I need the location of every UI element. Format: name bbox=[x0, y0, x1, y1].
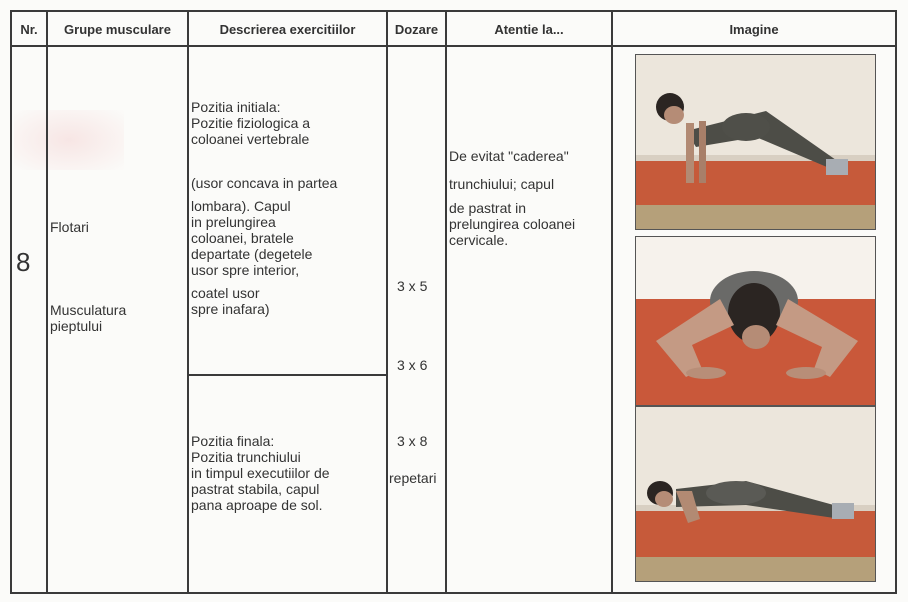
table-top-border bbox=[10, 10, 896, 12]
text-line: Pozitie fiziologica a bbox=[191, 115, 311, 131]
text-line: lombara). Capul bbox=[191, 198, 291, 214]
text-line: spre inafara) bbox=[191, 301, 270, 317]
col-divider bbox=[386, 10, 388, 594]
dosage-set-3: 3 x 8 bbox=[397, 433, 428, 449]
paper-stain bbox=[14, 110, 124, 170]
col-divider bbox=[445, 10, 447, 594]
col-divider bbox=[46, 10, 48, 594]
header-dosage: Dozare bbox=[394, 22, 439, 37]
row-number: 8 bbox=[16, 247, 31, 277]
text-line: in timpul executiilor de bbox=[191, 465, 330, 481]
text-line: (usor concava in partea bbox=[191, 175, 338, 191]
push-up-start-side-photo bbox=[635, 54, 876, 230]
muscle-group-line2: pieptului bbox=[50, 318, 103, 334]
text-line: Pozitia trunchiului bbox=[191, 449, 301, 465]
col-divider bbox=[611, 10, 613, 594]
header-nr: Nr. bbox=[20, 22, 38, 37]
description-split-line bbox=[188, 374, 387, 376]
header-attention: Atentie la... bbox=[494, 22, 564, 37]
header-muscle-groups: Grupe musculare bbox=[64, 22, 171, 37]
text-line: prelungirea coloanei bbox=[449, 216, 576, 232]
table-right-border bbox=[895, 10, 897, 594]
table-left-border bbox=[10, 10, 12, 594]
text-line: coatel usor bbox=[191, 285, 260, 301]
dosage-set-1: 3 x 5 bbox=[397, 278, 428, 294]
push-up-front-view-photo bbox=[635, 236, 876, 406]
dosage-unit: repetari bbox=[389, 470, 437, 486]
text-line: coloanei vertebrale bbox=[191, 131, 310, 147]
header-divider bbox=[10, 45, 896, 47]
table-bottom-border bbox=[10, 592, 896, 594]
text-line: pana aproape de sol. bbox=[191, 497, 323, 513]
text-line: Pozitia finala: bbox=[191, 433, 275, 449]
exercise-name: Flotari bbox=[50, 219, 89, 235]
text-line: de pastrat in bbox=[449, 200, 527, 216]
dosage-set-2: 3 x 6 bbox=[397, 357, 428, 373]
text-line: De evitat "caderea" bbox=[449, 148, 569, 164]
muscle-group-line1: Musculatura bbox=[50, 302, 127, 318]
text-line: cervicale. bbox=[449, 232, 509, 248]
text-line: pastrat stabila, capul bbox=[191, 481, 320, 497]
text-line: coloanei, bratele bbox=[191, 230, 294, 246]
header-description: Descrierea exercitiilor bbox=[219, 22, 356, 37]
push-up-down-side-photo bbox=[635, 406, 876, 582]
text-line: departate (degetele bbox=[191, 246, 313, 262]
text-line: trunchiului; capul bbox=[449, 176, 555, 192]
col-divider bbox=[187, 10, 189, 594]
text-line: Pozitia initiala: bbox=[191, 99, 281, 115]
text-line: usor spre interior, bbox=[191, 262, 300, 278]
header-image: Imagine bbox=[729, 22, 779, 37]
text-line: in prelungirea bbox=[191, 214, 276, 230]
